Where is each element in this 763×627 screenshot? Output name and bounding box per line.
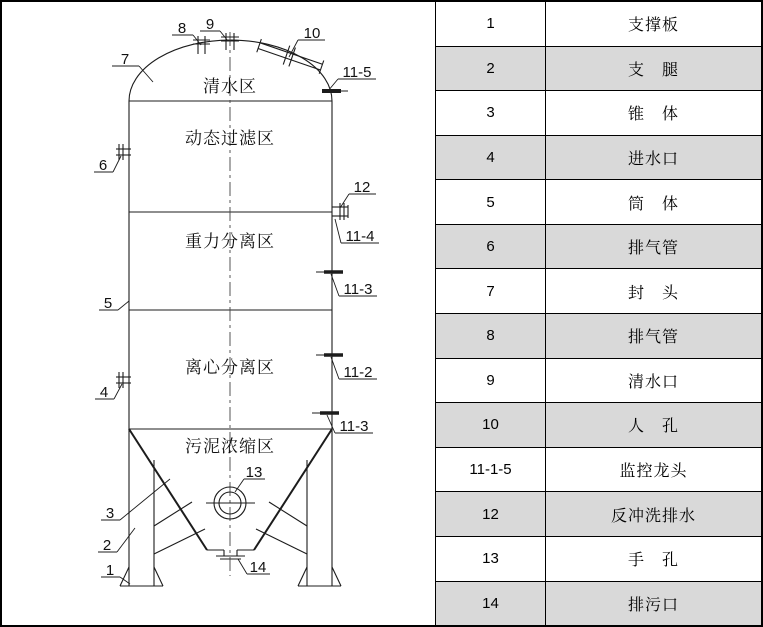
table-row (436, 448, 761, 493)
callout-5: 5 (103, 295, 113, 312)
part-name-cell: 封 头 (627, 284, 679, 302)
part-name-cell: 支 腿 (627, 61, 679, 79)
table-row (436, 537, 761, 582)
dynamic-filter-zone-label: 动态过滤区 (185, 129, 275, 148)
table-row (436, 582, 761, 626)
part-name-cell: 人 孔 (627, 418, 679, 436)
part-name-cell: 锥 体 (627, 106, 679, 124)
part-name-cell: 反冲洗排水 (610, 507, 696, 525)
table-row (436, 180, 761, 225)
table-row (436, 47, 761, 92)
table-row (436, 314, 761, 359)
clear-water-zone-label: 清水区 (203, 77, 257, 96)
part-name-cell: 筒 体 (627, 195, 679, 213)
hand-hole (206, 487, 255, 519)
parts-table (435, 2, 761, 625)
part-number-cell: 1 (436, 2, 546, 46)
table-row (436, 91, 761, 136)
part-number-cell: 9 (436, 359, 546, 403)
callout-3: 3 (105, 505, 115, 522)
callout-13: 13 (245, 464, 263, 481)
part-number-cell: 12 (436, 492, 546, 536)
part-name-cell: 清水口 (627, 373, 679, 391)
gravity-separation-zone-label: 重力分离区 (185, 232, 275, 251)
manhole-10 (256, 36, 325, 76)
support-feet (120, 567, 341, 586)
tank-cylinder (129, 101, 332, 429)
callout-9: 9 (205, 16, 215, 33)
part-number-cell: 10 (436, 403, 546, 447)
callout-8: 8 (177, 20, 187, 37)
callout-11-3-lower: 11-3 (339, 418, 369, 435)
callout-11-4: 11-4 (345, 228, 375, 245)
part-name-cell: 排污口 (627, 596, 679, 614)
table-row (436, 359, 761, 404)
part-number-cell: 4 (436, 136, 546, 180)
callout-11-2: 11-2 (343, 364, 373, 381)
part-name-cell: 进水口 (627, 151, 679, 169)
part-name-cell: 排气管 (627, 329, 679, 347)
leg-braces (154, 502, 307, 554)
callout-14: 14 (249, 559, 267, 576)
cone-bottom-outlet (207, 550, 254, 559)
centrifugal-separation-zone-label: 离心分离区 (185, 358, 275, 377)
callout-4: 4 (99, 384, 109, 401)
part-number-cell: 3 (436, 91, 546, 135)
backwash-drain-nozzle-12 (332, 203, 348, 220)
part-number-cell: 5 (436, 180, 546, 224)
callout-leaders (94, 31, 379, 584)
part-name-cell: 手 孔 (627, 552, 679, 570)
callout-7: 7 (120, 51, 130, 68)
table-row (436, 136, 761, 181)
part-number-cell: 11-1-5 (436, 448, 546, 492)
tank-diagram (2, 2, 435, 625)
table-row (436, 492, 761, 537)
part-number-cell: 8 (436, 314, 546, 358)
part-number-cell: 14 (436, 582, 546, 626)
callout-11-3-upper: 11-3 (343, 281, 373, 298)
callout-6: 6 (98, 157, 108, 174)
table-row (436, 269, 761, 314)
callout-12: 12 (353, 179, 371, 196)
callout-2: 2 (102, 537, 112, 554)
callout-11-5: 11-5 (342, 64, 372, 81)
part-number-cell: 6 (436, 225, 546, 269)
part-number-cell: 7 (436, 269, 546, 313)
part-name-cell: 监控龙头 (619, 463, 688, 481)
table-row (436, 225, 761, 270)
callout-10: 10 (303, 25, 321, 42)
table-row (436, 403, 761, 448)
sludge-thickening-zone-label: 污泥浓缩区 (185, 437, 275, 456)
part-name-cell: 排气管 (627, 240, 679, 258)
part-name-cell: 支撑板 (627, 17, 679, 35)
part-number-cell: 13 (436, 537, 546, 581)
table-row (436, 2, 761, 47)
part-number-cell: 2 (436, 47, 546, 91)
callout-1: 1 (105, 562, 115, 579)
